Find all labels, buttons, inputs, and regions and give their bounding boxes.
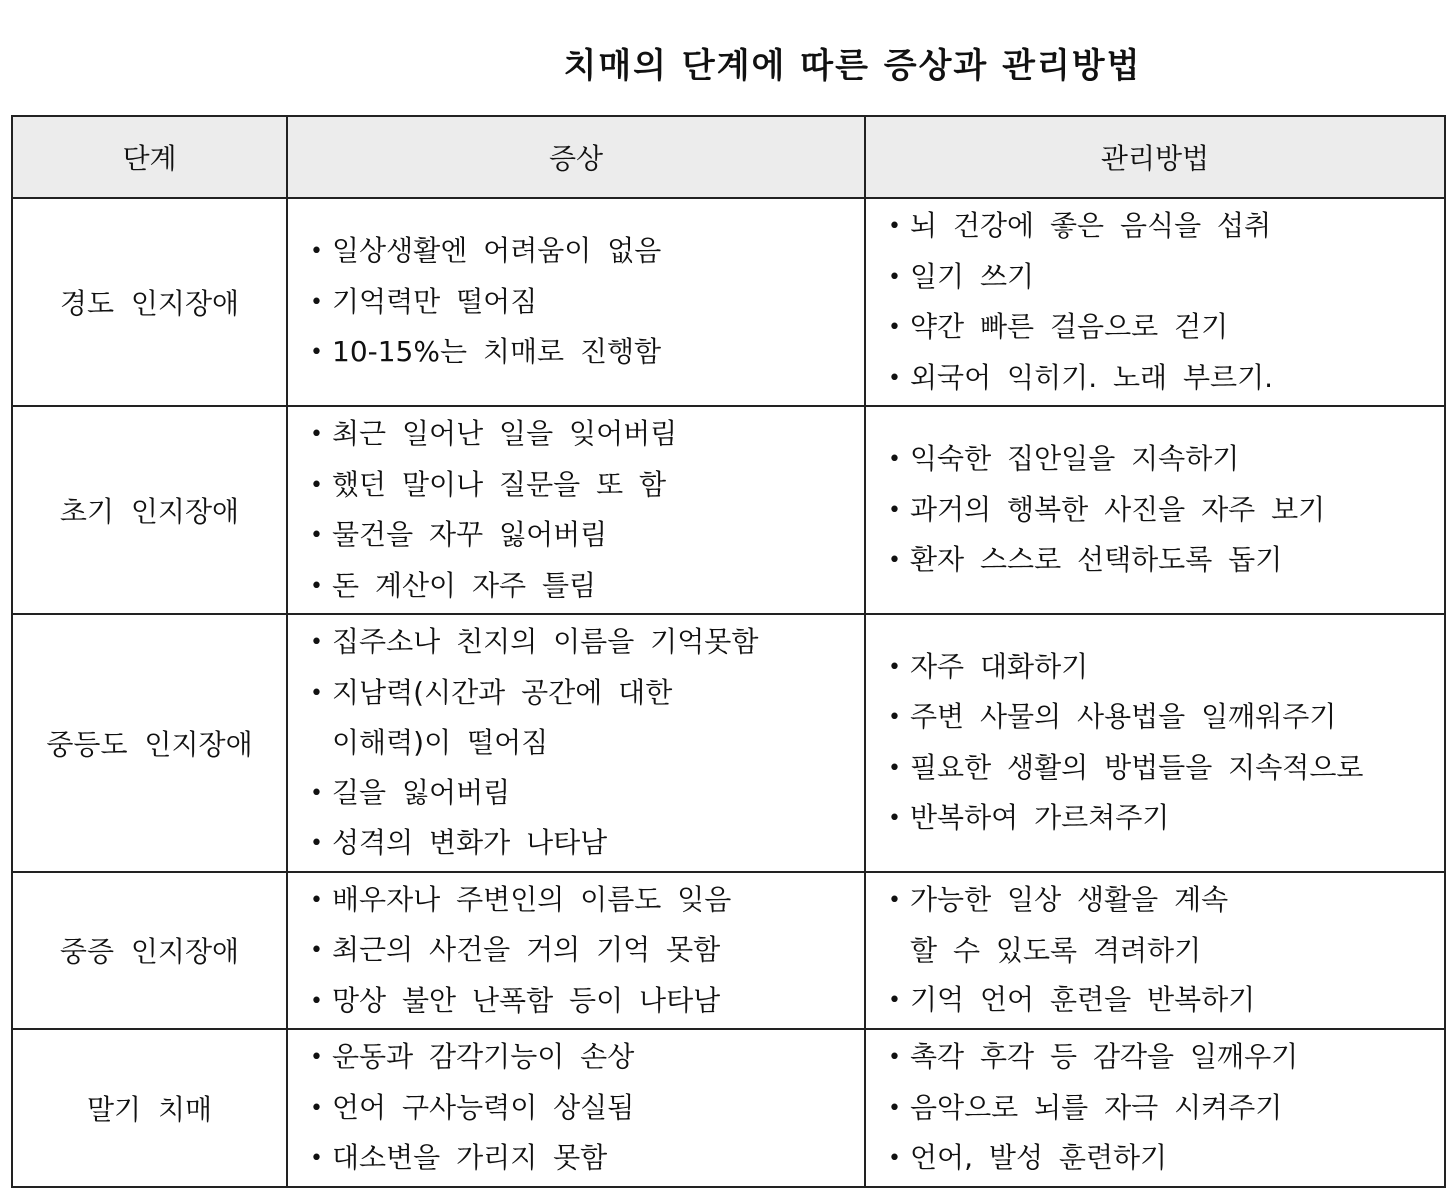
list-item: • 성격의 변화가 나타남 (310, 818, 858, 869)
list-item: • 일기 쓰기 (888, 252, 1438, 303)
list-item: • 돈 계산이 자주 틀림 (310, 561, 858, 612)
bullet-icon: • (888, 806, 901, 832)
bullet-icon: • (888, 888, 901, 913)
list-item: • 촉각 후각 등 감각을 일깨우기 (888, 1032, 1438, 1083)
list-item: • 언어, 발성 훈련하기 (888, 1133, 1438, 1184)
bullet-icon: • (310, 831, 323, 856)
bullet-icon: • (310, 630, 323, 655)
page-title: 치매의 단계에 따른 증상과 관리방법 (563, 46, 1142, 86)
bullet-icon: • (888, 654, 901, 680)
list-item: • 외국어 익히기. 노래 부르기. (888, 353, 1438, 404)
bullet-icon: • (888, 315, 901, 340)
management-cell (865, 872, 1445, 1030)
management-cell (865, 614, 1445, 872)
dementia-stage-table (11, 115, 1446, 1188)
bullet-icon: • (888, 1095, 901, 1121)
stage-cell: 중증 인지장애 (12, 872, 287, 1030)
bullet-icon: • (888, 705, 901, 731)
list-item: 할 수 있도록 격려하기 (910, 933, 1202, 967)
list-item: • 최근의 사건을 거의 기억 못함 (310, 925, 858, 976)
list-item: • 가능한 일상 생활을 계속 (888, 875, 1438, 926)
bullet-icon: • (888, 548, 901, 574)
management-cell (865, 406, 1445, 614)
bullet-icon: • (888, 264, 901, 290)
list-item: • 기억 언어 훈련을 반복하기 (888, 975, 1438, 1026)
bullet-icon: • (310, 938, 323, 963)
list-item: • 뇌 건강에 좋은 음식을 섭취 (888, 201, 1438, 252)
list-item: • 배우자나 주변인의 이름도 잊음 (310, 875, 858, 926)
bullet-icon: • (310, 780, 323, 806)
table-row (12, 1029, 1445, 1187)
bullet-icon: • (310, 340, 323, 366)
list-item: 이해력)이 떨어짐 (332, 726, 549, 759)
bullet-icon: • (310, 573, 323, 599)
bullet-icon: • (310, 1146, 323, 1171)
list-item: • 익숙한 집안일을 지속하기 (888, 434, 1438, 485)
header-management: 관리방법 (865, 116, 1445, 198)
management-cell (865, 198, 1445, 406)
list-item: • 했던 말이나 질문을 또 함 (310, 460, 858, 511)
list-item: • 지남력(시간과 공간에 대한 (310, 668, 858, 719)
bullet-icon: • (888, 497, 901, 523)
symptoms-cell (287, 1029, 865, 1187)
bullet-icon: • (310, 289, 323, 315)
list-item: • 약간 빠른 걸음으로 걷기 (888, 302, 1438, 353)
header-symptoms: 증상 (287, 116, 865, 198)
bullet-icon: • (310, 523, 323, 548)
bullet-icon: • (310, 422, 323, 447)
bullet-icon: • (888, 755, 901, 781)
stage-cell: 초기 인지장애 (12, 406, 287, 614)
list-item: • 음악으로 뇌를 자극 시켜주기 (888, 1083, 1438, 1134)
table-row (12, 198, 1445, 406)
list-item: • 물건을 자꾸 잃어버림 (310, 510, 858, 561)
stage-cell: 말기 치매 (12, 1029, 287, 1187)
list-item: • 언어 구사능력이 상실됨 (310, 1083, 858, 1134)
list-item: • 일상생활엔 어려움이 없음 (310, 226, 858, 277)
table-row (12, 872, 1445, 1030)
header-stage: 단계 (12, 116, 287, 198)
list-item: • 환자 스스로 선택하도록 돕기 (888, 535, 1438, 586)
table-row (12, 406, 1445, 614)
bullet-icon: • (888, 214, 901, 239)
symptoms-cell (287, 198, 865, 406)
bullet-icon: • (888, 365, 901, 391)
list-item: • 자주 대화하기 (888, 642, 1438, 693)
list-item: • 주변 사물의 사용법을 일깨워주기 (888, 692, 1438, 743)
list-item: • 기억력만 떨어짐 (310, 277, 858, 328)
bullet-icon: • (888, 1146, 901, 1171)
list-item: • 최근 일어난 일을 잊어버림 (310, 409, 858, 460)
list-item: • 대소변을 가리지 못함 (310, 1133, 858, 1184)
bullet-icon: • (888, 1045, 901, 1070)
symptoms-cell (287, 872, 865, 1030)
list-item: • 운동과 감각기능이 손상 (310, 1032, 858, 1083)
list-item: • 반복하여 가르쳐주기 (888, 793, 1438, 844)
bullet-icon: • (310, 239, 323, 265)
management-cell (865, 1029, 1445, 1187)
table-row (12, 614, 1445, 872)
bullet-icon: • (310, 680, 323, 706)
list-item: • 망상 불안 난폭함 등이 나타남 (310, 976, 858, 1027)
symptoms-cell (287, 614, 865, 872)
bullet-icon: • (888, 988, 901, 1013)
list-item: • 과거의 행복한 사진을 자주 보기 (888, 485, 1438, 536)
list-item: • 필요한 생활의 방법들을 지속적으로 (888, 743, 1438, 794)
stage-cell: 중등도 인지장애 (12, 614, 287, 872)
list-item: • 집주소나 친지의 이름을 기억못함 (310, 617, 858, 668)
list-item: • 길을 잃어버림 (310, 768, 858, 819)
bullet-icon: • (310, 472, 323, 498)
stage-cell: 경도 인지장애 (12, 198, 287, 406)
symptoms-cell (287, 406, 865, 614)
list-item: • 10-15%는 치매로 진행함 (310, 327, 858, 378)
bullet-icon: • (310, 1045, 323, 1070)
bullet-icon: • (310, 887, 323, 913)
header-row (12, 116, 1445, 198)
bullet-icon: • (310, 1095, 323, 1121)
bullet-icon: • (888, 447, 901, 473)
bullet-icon: • (310, 988, 323, 1014)
